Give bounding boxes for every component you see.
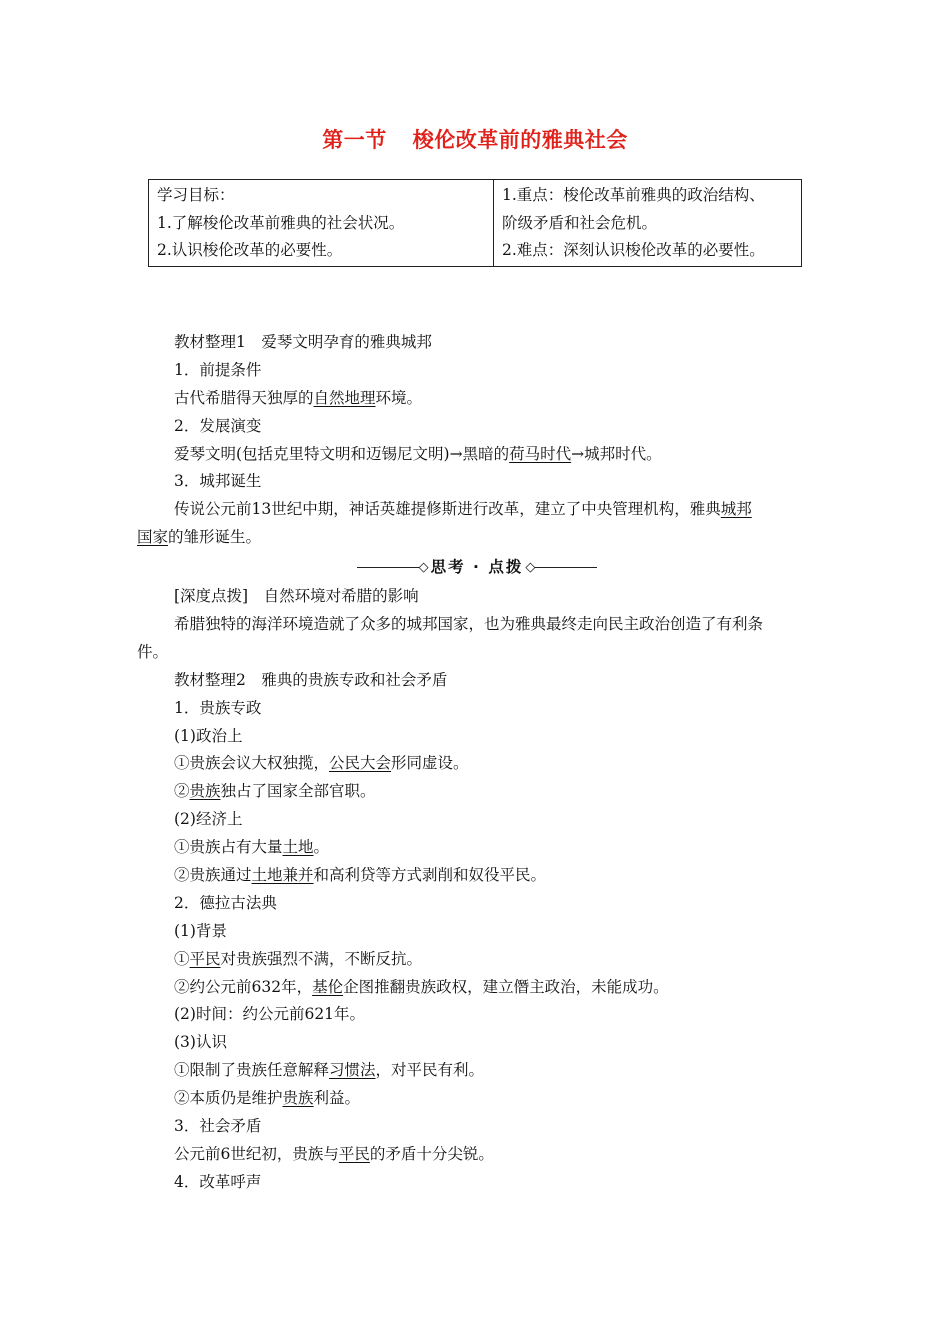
page-title	[0, 124, 950, 154]
key-point: 1.重点：梭伦改革前雅典的政治结构、	[502, 186, 765, 204]
point	[137, 946, 817, 974]
goal-item: 2.认识梭伦改革的必要性。	[157, 241, 343, 259]
blank-answer: 土地兼并	[251, 866, 314, 885]
difficult-point: 2.难点：深刻认识梭伦改革的必要性。	[502, 241, 765, 259]
blank-answer: 荷马时代	[509, 444, 572, 463]
divider-rule	[357, 567, 419, 568]
text: 古代希腊得天独厚的	[174, 388, 314, 407]
point	[137, 778, 817, 806]
text: ②	[174, 782, 190, 801]
point	[137, 834, 817, 862]
text: 对贵族强烈不满，不断反抗。	[220, 949, 423, 968]
deep-heading: [深度点拨] 自然环境对希腊的影响	[174, 587, 419, 606]
deep-text: 希腊独特的海洋环境造就了众多的城邦国家，也为雅典最终走向民主政治创造了有利条	[174, 615, 764, 634]
item-title: 1．贵族专政	[174, 698, 262, 717]
blank-answer: 平民	[338, 1144, 370, 1163]
text: ②约公元前632年，	[174, 977, 313, 996]
think-divider	[137, 552, 817, 583]
key-point-cont: 阶级矛盾和社会危机。	[502, 213, 658, 232]
item-title: 2．发展演变	[174, 416, 262, 435]
text: 利益。	[313, 1089, 361, 1108]
text: 的雏形诞生。	[168, 528, 262, 547]
blank-answer: 国家	[137, 528, 169, 547]
point	[137, 1085, 817, 1113]
learning-goals-table	[148, 179, 802, 267]
point	[137, 750, 817, 778]
blank-answer: 自然地理	[313, 388, 376, 407]
goals-left-cell	[149, 180, 494, 266]
sub-item: (2)时间：约公元前621年。	[174, 1005, 366, 1024]
text: ②本质仍是维护	[174, 1089, 283, 1108]
section-heading: 教材整理1 爱琴文明孕育的雅典城邦	[174, 333, 432, 351]
text: 环境。	[375, 388, 423, 407]
blank-answer: 平民	[189, 949, 221, 968]
title-text: 梭伦改革前的雅典社会	[412, 128, 628, 152]
diamond-icon: ◇	[418, 560, 429, 576]
blank-answer: 公民大会	[329, 754, 392, 773]
text: ①限制了贵族任意解释	[174, 1061, 330, 1080]
goals-heading: 学习目标：	[157, 186, 235, 204]
blank-answer: 城邦	[720, 500, 752, 519]
text: ①贵族占有大量	[174, 838, 283, 857]
blank-answer: 贵族	[282, 1089, 314, 1108]
blank-answer: 土地	[282, 838, 314, 857]
item-title: 3．城邦诞生	[174, 472, 262, 491]
sub-item: (3)认识	[174, 1033, 227, 1052]
sub-item: (2)经济上	[174, 810, 243, 829]
text: 企图推翻贵族政权，建立僭主政治，未能成功。	[343, 977, 669, 996]
content	[137, 329, 817, 1197]
divider-rule	[535, 567, 597, 568]
diamond-icon: ◇	[525, 560, 536, 576]
paragraph	[137, 385, 817, 413]
text: ①	[174, 949, 190, 968]
point	[137, 1057, 817, 1085]
text: 传说公元前13世纪中期，神话英雄提修斯进行改革，建立了中央管理机构，雅典	[174, 500, 721, 519]
text: ①贵族会议大权独揽，	[174, 754, 330, 773]
blank-answer: 基伦	[312, 977, 344, 996]
blank-answer: 习惯法	[329, 1061, 376, 1080]
sub-item: (1)政治上	[174, 726, 243, 745]
deep-text-cont: 件。	[137, 642, 169, 661]
text: 形同虚设。	[391, 754, 469, 773]
text: 的矛盾十分尖锐。	[369, 1144, 494, 1163]
text: ，对平民有利。	[375, 1061, 485, 1080]
section-heading: 教材整理2 雅典的贵族专政和社会矛盾	[174, 670, 448, 689]
text: ②贵族通过	[174, 866, 252, 885]
sub-item: (1)背景	[174, 921, 227, 940]
text: 爱琴文明(包括克里特文明和迈锡尼文明)→黑暗的	[174, 444, 510, 463]
item-title: 3．社会矛盾	[174, 1117, 262, 1136]
point	[137, 974, 817, 1002]
text: 公元前6世纪初，贵族与	[174, 1144, 339, 1163]
item-title: 4．改革呼声	[174, 1172, 262, 1191]
item-title: 2．德拉古法典	[174, 893, 277, 912]
item-title: 1．前提条件	[174, 360, 262, 379]
blank-answer: 贵族	[189, 782, 221, 801]
divider-label: 思考 · 点拨	[430, 558, 524, 577]
paragraph	[137, 1141, 817, 1169]
goal-item: 1.了解梭伦改革前雅典的社会状况。	[157, 213, 405, 232]
paragraph	[137, 496, 817, 524]
paragraph-cont	[137, 524, 817, 552]
title-section: 第一节	[322, 128, 387, 152]
goals-right-cell	[494, 180, 801, 266]
text: 。	[313, 838, 330, 857]
paragraph	[137, 441, 817, 469]
text: →城邦时代。	[571, 444, 662, 463]
point	[137, 862, 817, 890]
text: 独占了国家全部官职。	[220, 782, 376, 801]
text: 和高利贷等方式剥削和奴役平民。	[313, 866, 547, 885]
